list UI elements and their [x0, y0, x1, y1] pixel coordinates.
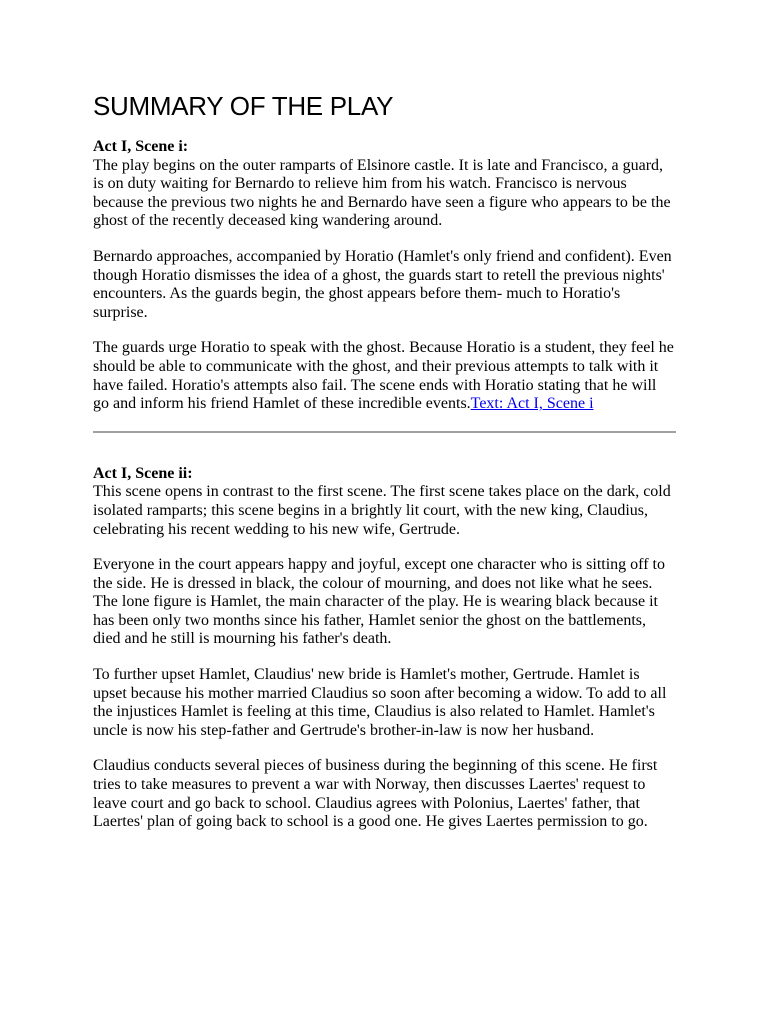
- section-act1-scene1: [93, 138, 676, 414]
- paragraph-text: The guards urge Horatio to speak with the ghost. Because Horatio is a student, they feel he should be able to communicate with the ghost, and their previous attempts to talk with it have failed. Horatio's attempts also fail. The scene ends with Horatio stating that he will go and inform his friend Hamlet of these incredible events.: [93, 339, 674, 413]
- paragraph-with-link: [93, 339, 676, 413]
- paragraph: To further upset Hamlet, Claudius' new bride is Hamlet's mother, Gertrude. Hamlet is upset because his mother married Claudius so soon after becoming a widow. To add to all the injustices Hamlet is feeling at this time, Claudius is also related to Hamlet. Hamlet's uncle is now his step-father and Gertrude's brother-in-law is now her husband.: [93, 666, 667, 739]
- paragraph: This scene opens in contrast to the first scene. The first scene takes place on the dark, cold isolated ramparts; this scene begins in a brightly lit court, with the new king, Claudius, celebrating his recent wedding to his new wife, Gertrude.: [93, 483, 671, 538]
- paragraph: Claudius conducts several pieces of business during the beginning of this scene. He first tries to take measures to prevent a war with Norway, then discusses Laertes' request to leave court and go back to school. Claudius agrees with Polonius, Laertes' father, that Laertes' plan of going back to school is a good one. He gives Laertes permission to go.: [93, 757, 658, 831]
- scene-heading: Act I, Scene ii:: [93, 464, 193, 482]
- text-act1-scene1-link[interactable]: Text: Act I, Scene i: [470, 395, 594, 413]
- paragraph: Bernardo approaches, accompanied by Horatio (Hamlet's only friend and confident). Even though Horatio dismisses the idea of a ghost, the guards start to retell the previous nights' encounters. As the guards begin, the ghost appears before them- much to Horatio's surprise.: [93, 247, 672, 321]
- scene-heading: Act I, Scene i:: [93, 138, 189, 155]
- paragraph: The play begins on the outer ramparts of Elsinore castle. It is late and Francisco, a guard, is on duty waiting for Bernardo to relieve him from his watch. Francisco is nervous because the previous two nights he and Bernardo have seen a figure who appears to be the ghost of the recently deceased king wandering around.: [93, 156, 671, 230]
- section-act1-scene2: [93, 465, 676, 832]
- document-page: [93, 90, 676, 849]
- section-divider: [93, 431, 676, 433]
- paragraph: Everyone in the court appears happy and joyful, except one character who is sitting off to the side. He is dressed in black, the colour of mourning, and does not like what he sees. The lone figure is Hamlet, the main character of the play. He is wearing black because it has been only two months since his father, Hamlet senior the ghost on the battlements, died and he still is mourning his father's death.: [93, 556, 665, 648]
- document-title: SUMMARY OF THE PLAY: [93, 91, 394, 121]
